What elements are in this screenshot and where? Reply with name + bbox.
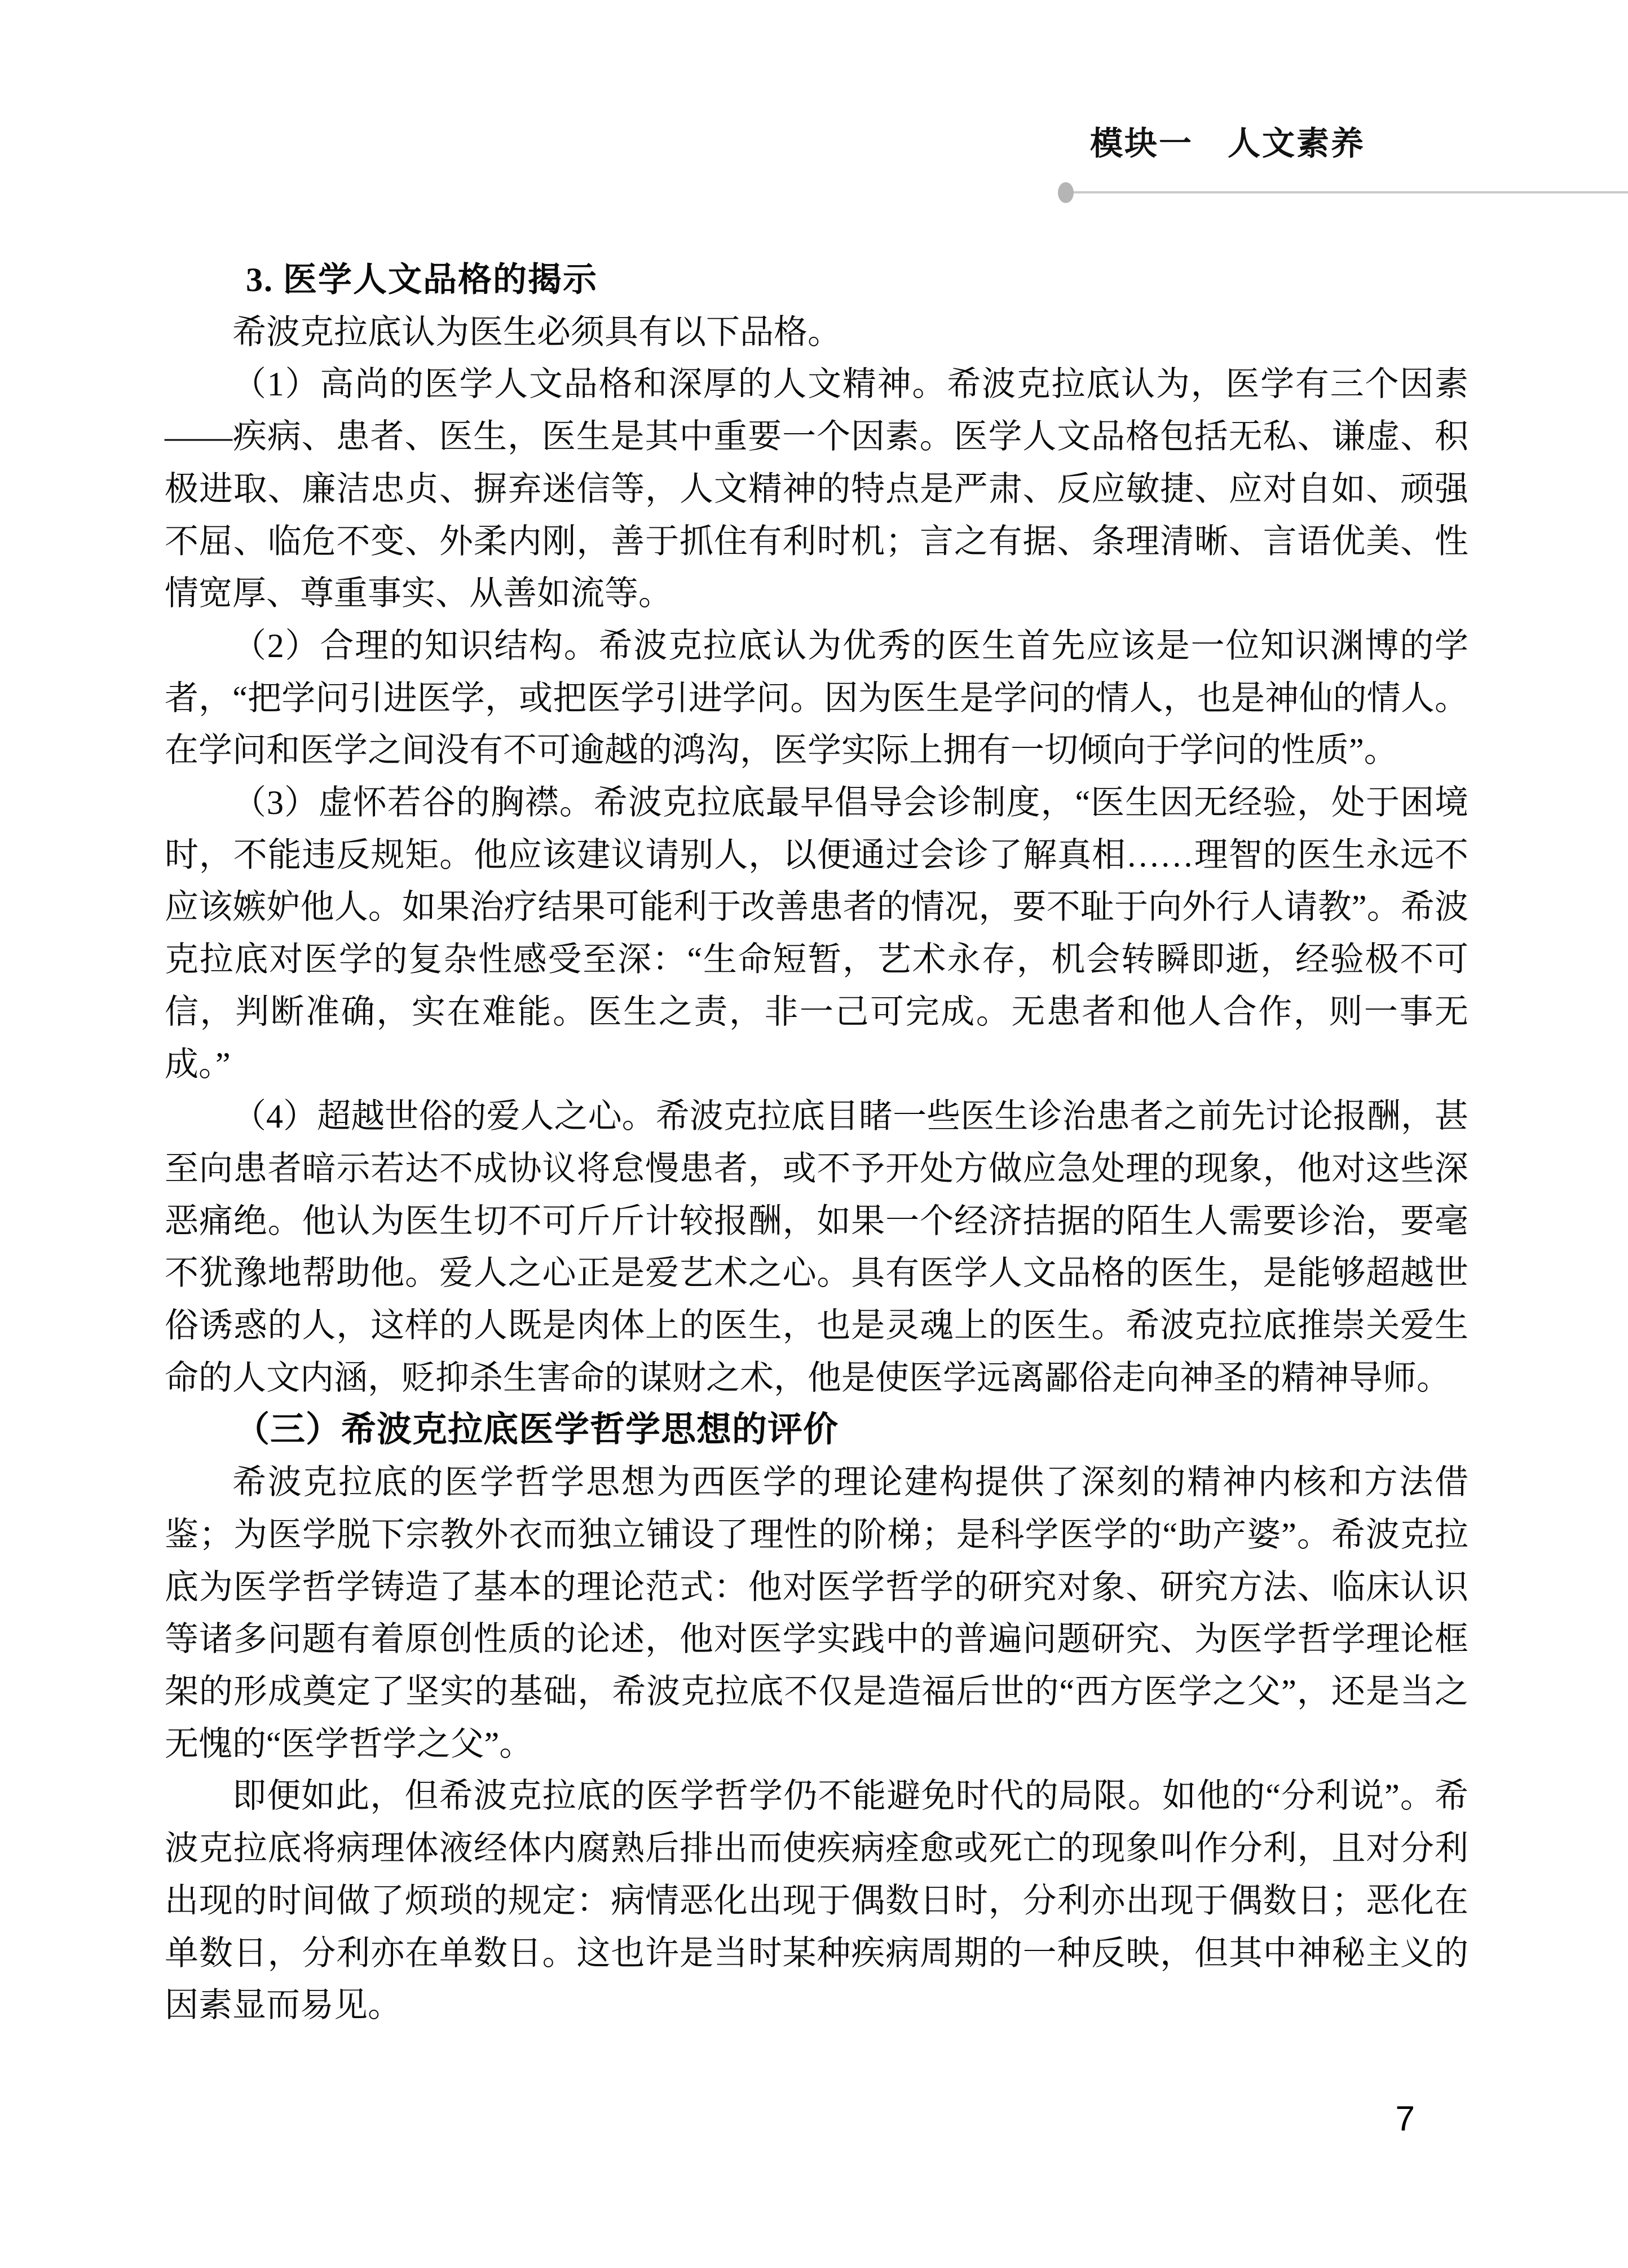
page-number: 7 — [1395, 2099, 1415, 2138]
paragraph-point-3: （3）虚怀若谷的胸襟。希波克拉底最早倡导会诊制度，“医生因无经验，处于困境时，不能违反规矩。他应该建议请别人，以便通过会诊了解真相……理智的医生永远不应该嫉妒他人。如果治疗结果可能利于改善患者的情况，要不耻于向外行人请教”。希波克拉底对医学的复杂性感受至深：“生命短暂，艺术永存，机会转瞬即逝，经验极不可信，判断准确，实在难能。医生之责，非一己可完成。无患者和他人合作，则一事无成。” — [165, 784, 1468, 1083]
running-head-title: 模块一 人文素养 — [1089, 125, 1365, 162]
paragraph-point-4: （4）超越世俗的爱人之心。希波克拉底目睹一些医生诊治患者之前先讨论报酬，甚至向患者暗示若达不成协议将怠慢患者，或不予开处方做应急处理的现象，他对这些深恶痛绝。他认为医生切不可斤斤计较报酬，如果一个经济拮据的陌生人需要诊治，要毫不犹豫地帮助他。爱人之心正是爱艺术之心。具有医学人文品格的医生，是能够超越世俗诱惑的人，这样的人既是肉体上的医生，也是灵魂上的医生。希波克拉底推崇关爱生命的人文内涵，贬抑杀生害命的谋财之术，他是使医学远离鄙俗走向神圣的精神导师。 — [165, 1098, 1468, 1397]
paragraph-point-2: （2）合理的知识结构。希波克拉底认为优秀的医生首先应该是一位知识渊博的学者，“把学问引进医学，或把医学引进学问。因为医生是学问的情人，也是神仙的情人。在学问和医学之间没有不可逾越的鸿沟，医学实际上拥有一切倾向于学问的性质”。 — [165, 627, 1468, 769]
page-body-text — [165, 254, 1468, 2032]
paragraph-intro: 希波克拉底认为医生必须具有以下品格。 — [232, 313, 841, 351]
numbered-section-heading: 3. 医学人文品格的揭示 — [246, 261, 598, 298]
subsection-heading-evaluation: （三）希波克拉底医学哲学思想的评价 — [235, 1410, 839, 1450]
header-rule-dot-icon — [1058, 182, 1074, 203]
paragraph-point-1: （1）高尚的医学人文品格和深厚的人文精神。希波克拉底认为，医学有三个因素——疾病、患者、医生，医生是其中重要一个因素。医学人文品格包括无私、谦虚、积极进取、廉洁忠贞、摒弃迷信等，人文精神的特点是严肃、反应敏捷、应对自如、顽强不屈、临危不变、外柔内刚，善于抓住有利时机；言之有据、条理清晰、言语优美、性情宽厚、尊重事实、从善如流等。 — [165, 365, 1468, 613]
paragraph-evaluation-2: 即便如此，但希波克拉底的医学哲学仍不能避免时代的局限。如他的“分利说”。希波克拉底将病理体液经体内腐熟后排出而使疾病痊愈或死亡的现象叫作分利，且对分利出现的时间做了烦琐的规定：病情恶化出现于偶数日时，分利亦出现于偶数日；恶化在单数日，分利亦在单数日。这也许是当时某种疾病周期的一种反映，但其中神秘主义的因素显而易见。 — [165, 1777, 1468, 2024]
paragraph-evaluation-1: 希波克拉底的医学哲学思想为西医学的理论建构提供了深刻的精神内核和方法借鉴；为医学脱下宗教外衣而独立铺设了理性的阶梯；是科学医学的“助产婆”。希波克拉底为医学哲学铸造了基本的理论范式：他对医学哲学的研究对象、研究方法、临床认识等诸多问题有着原创性质的论述，他对医学实践中的普遍问题研究、为医学哲学理论框架的形成奠定了坚实的基础，希波克拉底不仅是造福后世的“西方医学之父”，还是当之无愧的“医学哲学之父”。 — [165, 1464, 1468, 1763]
header-rule-line — [1068, 191, 1628, 193]
